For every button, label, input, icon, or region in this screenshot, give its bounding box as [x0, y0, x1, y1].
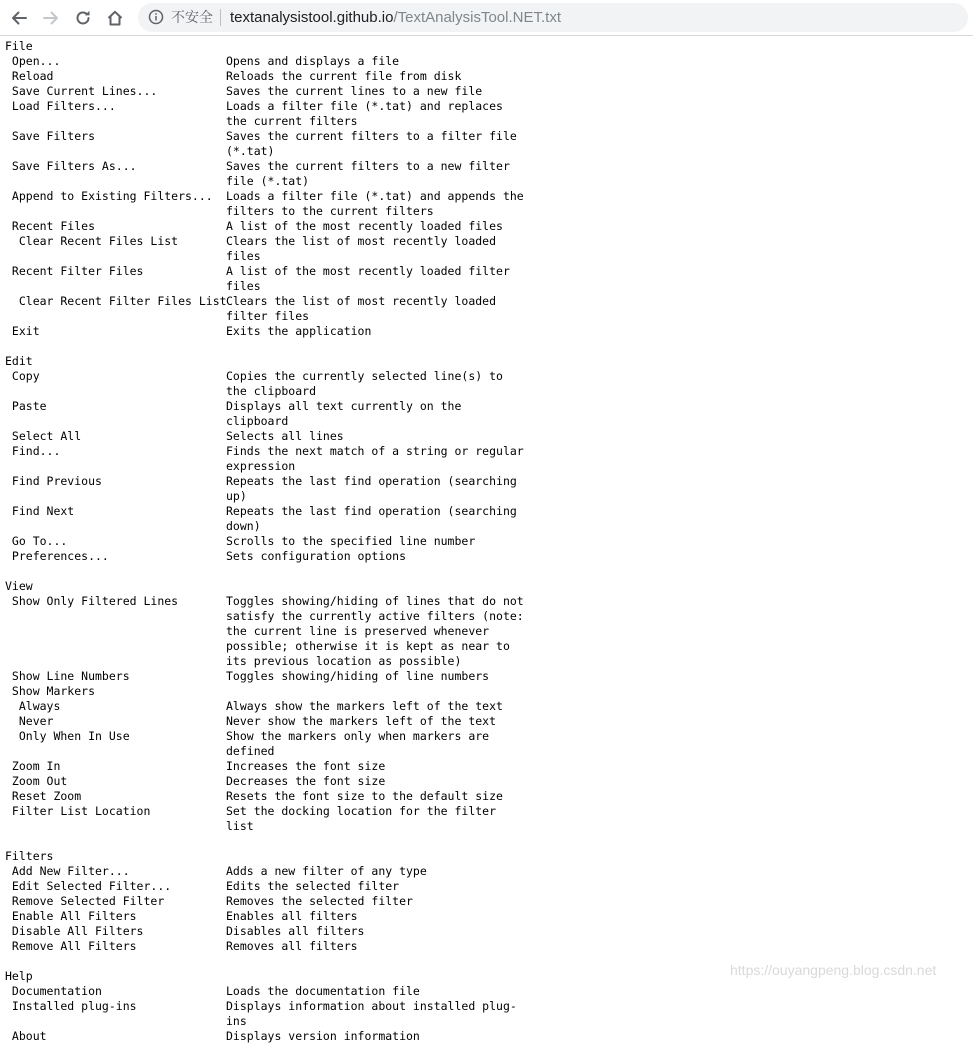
- command-name: Never: [5, 714, 54, 728]
- command-name: Reload: [5, 69, 54, 83]
- command-name: Installed plug-ins: [5, 999, 137, 1013]
- command-row: [5, 894, 526, 909]
- address-bar[interactable]: [138, 3, 968, 32]
- url-text[interactable]: [230, 8, 561, 27]
- command-row: [5, 444, 526, 474]
- command-description: Saves the current filters to a filter file (*.tat): [226, 129, 517, 158]
- command-name: Only When In Use: [5, 729, 130, 743]
- command-row: [5, 789, 526, 804]
- command-name: Edit Selected Filter...: [5, 879, 172, 893]
- reload-icon: [74, 9, 92, 27]
- command-row: [5, 129, 526, 159]
- command-name: Save Current Lines...: [5, 84, 158, 98]
- command-description: Selects all lines: [226, 429, 344, 443]
- command-row: [5, 69, 526, 84]
- url-host: textanalysistool.github.io: [230, 9, 394, 26]
- command-row: [5, 429, 526, 444]
- command-name: Find...: [5, 444, 61, 458]
- section-heading: Edit: [5, 354, 33, 368]
- command-description: Repeats the last find operation (searching up): [226, 474, 517, 503]
- command-name: Show Only Filtered Lines: [5, 594, 179, 608]
- command-description: [226, 684, 526, 699]
- command-description: A list of the most recently loaded files: [226, 219, 503, 233]
- command-description: Increases the font size: [226, 759, 386, 773]
- command-name: Reset Zoom: [5, 789, 82, 803]
- command-description: Displays version information: [226, 1029, 420, 1043]
- command-name: Disable All Filters: [5, 924, 144, 938]
- command-name: Preferences...: [5, 549, 109, 563]
- command-name: Show Markers: [5, 684, 96, 698]
- command-description: Copies the currently selected line(s) to the clipboard: [226, 369, 503, 398]
- command-row: [5, 99, 526, 129]
- command-row: [5, 159, 526, 189]
- command-row: [5, 234, 526, 264]
- command-row: [5, 219, 526, 234]
- command-row: [5, 324, 526, 339]
- command-name: Load Filters...: [5, 99, 116, 113]
- section-gap: [5, 339, 526, 354]
- command-description: Edits the selected filter: [226, 879, 400, 893]
- command-description: Loads a filter file (*.tat) and replaces the current filters: [226, 99, 503, 128]
- command-name: Clear Recent Files List: [5, 234, 179, 248]
- command-row: [5, 294, 526, 324]
- command-row: [5, 1029, 526, 1044]
- command-description: Enables all filters: [226, 909, 358, 923]
- command-name: Remove All Filters: [5, 939, 137, 953]
- command-name: Recent Files: [5, 219, 96, 233]
- command-row: [5, 504, 526, 534]
- command-name: Filter List Location: [5, 804, 151, 818]
- command-description: Resets the font size to the default size: [226, 789, 503, 803]
- command-row: [5, 714, 526, 729]
- arrow-right-icon: [42, 9, 60, 27]
- command-description: Disables all filters: [226, 924, 365, 938]
- command-row: [5, 594, 526, 669]
- command-name: Go To...: [5, 534, 68, 548]
- section-gap: [5, 564, 526, 579]
- command-row: [5, 999, 526, 1029]
- home-icon: [106, 9, 124, 27]
- command-name: Always: [5, 699, 61, 713]
- command-row: [5, 864, 526, 879]
- command-description: Always show the markers left of the text: [226, 699, 503, 713]
- command-name: Open...: [5, 54, 61, 68]
- command-row: [5, 774, 526, 789]
- command-description: Scrolls to the specified line number: [226, 534, 476, 548]
- section-heading: Filters: [5, 849, 54, 863]
- reload-button[interactable]: [70, 5, 96, 31]
- command-row: [5, 534, 526, 549]
- command-description: Reloads the current file from disk: [226, 69, 462, 83]
- command-name: Zoom In: [5, 759, 61, 773]
- command-description: Toggles showing/hiding of lines that do not satisfy the currently active filters (note: the current line is preserved whenever possible; otherwise it is kept as near to its previous location as possible): [226, 594, 524, 668]
- command-description: Clears the list of most recently loaded files: [226, 234, 497, 263]
- command-description: Removes all filters: [226, 939, 358, 953]
- section-gap: [5, 834, 526, 849]
- command-name: Show Line Numbers: [5, 669, 130, 683]
- command-row: [5, 984, 526, 999]
- command-name: Save Filters: [5, 129, 96, 143]
- command-description: Decreases the font size: [226, 774, 386, 788]
- command-name: Documentation: [5, 984, 102, 998]
- command-row: [5, 54, 526, 69]
- command-description: Adds a new filter of any type: [226, 864, 427, 878]
- command-row: [5, 729, 526, 759]
- command-description: Loads a filter file (*.tat) and appends the filters to the current filters: [226, 189, 524, 218]
- command-description: Exits the application: [226, 324, 372, 338]
- command-row: [5, 669, 526, 684]
- section-heading: View: [5, 579, 33, 593]
- command-row: [5, 804, 526, 834]
- browser-toolbar: [0, 0, 973, 36]
- command-description: Set the docking location for the filter list: [226, 804, 497, 833]
- command-name: Copy: [5, 369, 40, 383]
- info-icon[interactable]: [148, 9, 164, 30]
- command-name: Zoom Out: [5, 774, 68, 788]
- command-name: Remove Selected Filter: [5, 894, 165, 908]
- back-button[interactable]: [6, 5, 32, 31]
- command-row: [5, 474, 526, 504]
- command-row: [5, 84, 526, 99]
- command-name: Recent Filter Files: [5, 264, 144, 278]
- section-gap: [5, 954, 526, 969]
- command-name: Enable All Filters: [5, 909, 137, 923]
- command-description: Clears the list of most recently loaded filter files: [226, 294, 497, 323]
- command-row: [5, 264, 526, 294]
- command-row: [5, 189, 526, 219]
- command-row: [5, 369, 526, 399]
- command-description: Displays information about installed plug-ins: [226, 999, 517, 1028]
- command-name: Clear Recent Filter Files List: [5, 294, 227, 308]
- command-description: Toggles showing/hiding of line numbers: [226, 669, 490, 683]
- arrow-left-icon: [10, 9, 28, 27]
- address-separator: [220, 9, 221, 26]
- command-name: Add New Filter...: [5, 864, 130, 878]
- command-row: [5, 939, 526, 954]
- command-name: Append to Existing Filters...: [5, 189, 213, 203]
- command-description: A list of the most recently loaded filter files: [226, 264, 510, 293]
- command-description: Repeats the last find operation (searching down): [226, 504, 517, 533]
- command-row: [5, 684, 526, 699]
- command-name: Exit: [5, 324, 40, 338]
- section-heading: Help: [5, 969, 33, 983]
- command-description: Show the markers only when markers are defined: [226, 729, 490, 758]
- command-row: [5, 879, 526, 894]
- command-name: Save Filters As...: [5, 159, 137, 173]
- command-description: Loads the documentation file: [226, 984, 420, 998]
- command-row: [5, 399, 526, 429]
- document-content: [5, 39, 526, 1044]
- not-secure-label: 不安全: [171, 9, 213, 25]
- command-name: About: [5, 1029, 47, 1043]
- command-description: Finds the next match of a string or regular expression: [226, 444, 524, 473]
- watermark: https://ouyangpeng.blog.csdn.net: [730, 962, 937, 978]
- command-name: Find Next: [5, 504, 75, 518]
- command-description: Removes the selected filter: [226, 894, 413, 908]
- command-name: Find Previous: [5, 474, 102, 488]
- section-heading: File: [5, 39, 33, 53]
- command-description: Opens and displays a file: [226, 54, 400, 68]
- command-description: Saves the current lines to a new file: [226, 84, 483, 98]
- home-button[interactable]: [102, 5, 128, 31]
- command-description: Sets configuration options: [226, 549, 407, 563]
- forward-button[interactable]: [38, 5, 64, 31]
- command-row: [5, 549, 526, 564]
- command-row: [5, 759, 526, 774]
- command-row: [5, 699, 526, 714]
- command-description: Saves the current filters to a new filter file (*.tat): [226, 159, 510, 188]
- command-description: Never show the markers left of the text: [226, 714, 497, 728]
- url-path: /TextAnalysisTool.NET.txt: [393, 9, 561, 26]
- command-name: Paste: [5, 399, 47, 413]
- command-name: Select All: [5, 429, 82, 443]
- command-row: [5, 924, 526, 939]
- command-description: Displays all text currently on the clipboard: [226, 399, 462, 428]
- command-row: [5, 909, 526, 924]
